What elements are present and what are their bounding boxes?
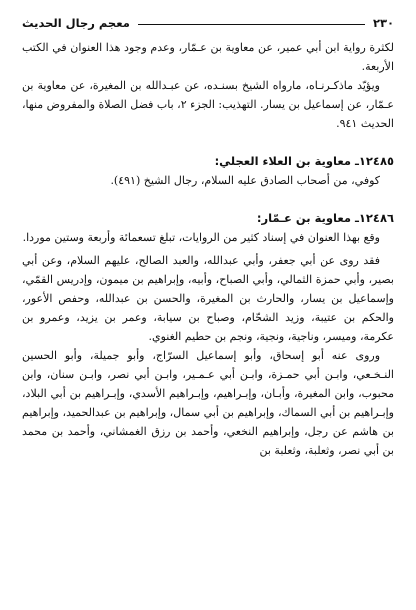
entry-text-12485: كوفي، من أصحاب الصادق عليه السلام، رجال الشيخ (٤٩١).	[110, 174, 380, 187]
paragraph-continuation: لكثرة رواية ابن أبي عمير، عن معاوية بن عـمّار، وعدم وجود هذا العنوان في الكتب الأربعة.	[22, 41, 394, 73]
header-rule	[138, 24, 365, 25]
entry-title-12485: ١٢٤٨٥ـ معاوية بن العلاء العجلي:	[214, 154, 394, 168]
entry-text-12486-count: وقع بهذا العنوان في إسناد كثير من الروايات، تبلغ تسعمائة وأربعة وستين موردا.	[22, 231, 380, 244]
paragraph-support: ويؤيّد ماذكـرنـاه، مارواه الشيخ بسنـده، عن عبـدالله بن المغيرة، عن معاوية بن عـمّار، عن إسماعيل بن يسار. التهذيب: الجزء ٢، باب فضل الصلاة والمفروض منها، الحديث ٩٤١.	[22, 79, 394, 130]
running-head	[22, 14, 394, 32]
page-body	[22, 38, 394, 460]
book-title: معجم رجال الحديث	[22, 16, 130, 30]
entry-title-12486: ١٢٤٨٦ـ معاوية بن عـمّار:	[256, 211, 394, 225]
entry-text-12486-narrated-from: فقد روى عن أبي جعفر، وأبي عبدالله، والعبد الصالح، عليهم السلام، وعن أبي بصير، وأبي حمزة الثمالي، وأبي الصباح، وأبيه، وإبراهيم بن ميمون، وإدريس القمّي، وإسماعيل بن يسار، والحارث بن المغيرة، والحسن بن عبدالله، وحفص الأعور، والحكم بن عتيبة، وزيد الشحّام، وصباح بن سيابة، وعمر بن يزيد، وعمرو بن عكرمة، وميسر، وناجية، ونجية، ونجم بن حطيم الغنوي.	[22, 254, 394, 343]
page-number: ٢٣٠	[372, 16, 394, 30]
entry-text-12486-narrators: وروى عنه أبو إسحاق، وأبو إسماعيل السرّاج، وأبو جميلة، وأبو الحسين النـخـعي، وابـن أبي حمـزة، وابـن أبي عـمـير، وابـن أبي نصر، وابـن سنان، وابن محبوب، وابن المغيرة، وأبـان، وإبـراهيم، وإبـراهيم الأسدي، وإبـراهيم بن أبي البلاد، وإبـراهيم بن أبي السماك، وإبراهيم بن أبي سمال، وإبراهيم بن عبدالحميد، وإبراهيم بن هاشم عن رجل، وإبراهيم النخعي، وأحمد بن رزق الغمشاني، وأحمد بن محمد بن أبي نصر، وثعلبة، وثعلبة بن	[22, 349, 394, 457]
